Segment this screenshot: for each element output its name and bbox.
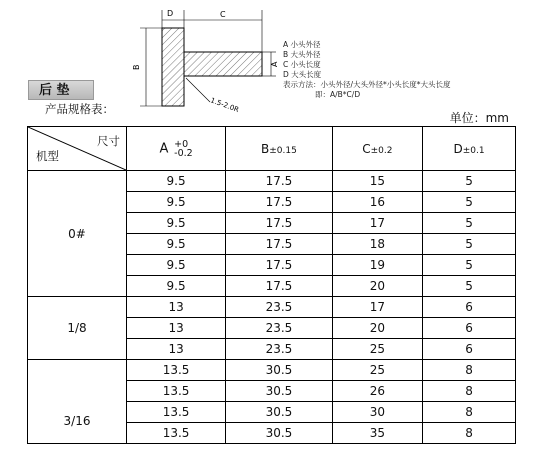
value-cell: 13 [127,339,226,360]
value-cell: 30.5 [226,423,333,444]
value-cell: 9.5 [127,255,226,276]
value-cell: 30 [332,402,422,423]
value-cell: 17.5 [226,171,333,192]
value-cell: 18 [332,234,422,255]
legend-line: D 大头长度 [283,70,322,79]
legend-line: A 小头外径 [283,40,321,49]
dimension-legend [283,40,451,100]
col-A-tol-top: +0 [174,138,189,150]
col-A-tolerance [174,140,193,158]
table-row [28,171,516,192]
col-B-tolerance: ±0.15 [269,145,297,156]
value-cell: 17.5 [226,255,333,276]
value-cell: 30.5 [226,360,333,381]
value-cell: 5 [423,192,516,213]
legend-line: 即：A/B*C/D [315,90,361,99]
value-cell: 9.5 [127,192,226,213]
value-cell: 6 [423,297,516,318]
col-D-label: D [453,141,463,156]
value-cell: 5 [423,255,516,276]
value-cell: 9.5 [127,234,226,255]
value-cell: 30.5 [226,402,333,423]
col-header-B [226,127,333,171]
value-cell: 16 [332,192,422,213]
model-cell: 1/8 [28,297,127,360]
value-cell: 17.5 [226,213,333,234]
table-body [28,171,516,444]
value-cell: 23.5 [226,297,333,318]
value-cell: 25 [332,339,422,360]
value-cell: 15 [332,171,422,192]
value-cell: 8 [423,360,516,381]
section-title: 后 垫 [28,80,94,100]
corner-header [28,127,127,171]
value-cell: 17.5 [226,192,333,213]
col-header-D [423,127,516,171]
value-cell: 35 [332,423,422,444]
big-head [162,28,184,106]
value-cell: 5 [423,171,516,192]
value-cell: 5 [423,276,516,297]
value-cell: 23.5 [226,339,333,360]
svg-text:B: B [132,64,141,70]
model-cell: 3/16 [28,360,127,444]
legend-line: B 大头外径 [283,50,321,59]
table-row [28,297,516,318]
value-cell: 8 [423,402,516,423]
value-cell: 26 [332,381,422,402]
model-cell: 0# [28,171,127,297]
svg-text:A: A [270,61,279,67]
value-cell: 17.5 [226,276,333,297]
value-cell: 17 [332,297,422,318]
value-cell: 23.5 [226,318,333,339]
col-A-label: A [159,141,169,156]
value-cell: 6 [423,318,516,339]
value-cell: 20 [332,318,422,339]
corner-top-label: 尺寸 [97,134,120,148]
col-D-tolerance: ±0.1 [462,145,485,156]
col-header-A [127,127,226,171]
value-cell: 13.5 [127,402,226,423]
col-header-C [332,127,422,171]
value-cell: 19 [332,255,422,276]
col-C-label: C [362,141,371,156]
col-B-label: B [261,141,270,156]
col-A-tol-bottom: -0.2 [174,147,193,159]
value-cell: 5 [423,213,516,234]
table-row [28,360,516,381]
header-row [28,127,516,171]
value-cell: 30.5 [226,381,333,402]
col-C-tolerance: ±0.2 [370,145,393,156]
value-cell: 13 [127,318,226,339]
svg-text:1.5-2.0R: 1.5-2.0R [209,96,240,115]
value-cell: 17.5 [226,234,333,255]
value-cell: 20 [332,276,422,297]
corner-bottom-label: 机型 [36,149,59,163]
section-subtitle: 产品规格表： [45,102,114,116]
legend-line: C 小头长度 [283,60,321,69]
spec-table [27,126,516,444]
value-cell: 6 [423,339,516,360]
value-cell: 8 [423,423,516,444]
legend-line: 表示方法：小头外径/大头外径*小头长度*大头长度 [283,80,451,89]
value-cell: 8 [423,381,516,402]
value-cell: 13.5 [127,423,226,444]
value-cell: 13 [127,297,226,318]
value-cell: 25 [332,360,422,381]
small-shaft [184,52,262,76]
value-cell: 13.5 [127,360,226,381]
value-cell: 17 [332,213,422,234]
value-cell: 9.5 [127,171,226,192]
svg-text:C: C [220,10,226,19]
part-drawing [130,6,280,116]
value-cell: 5 [423,234,516,255]
unit-label: 单位：mm [449,111,509,125]
value-cell: 9.5 [127,213,226,234]
value-cell: 9.5 [127,276,226,297]
value-cell: 13.5 [127,381,226,402]
svg-text:D: D [167,9,174,18]
